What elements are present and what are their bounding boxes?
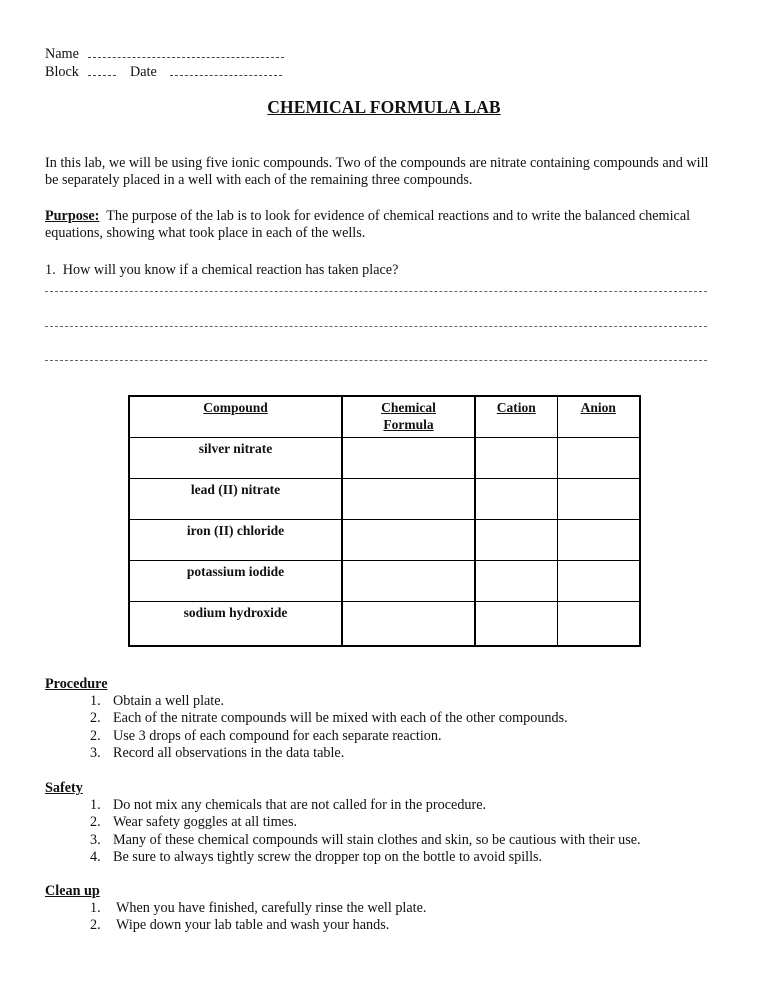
- compound-cell: lead (II) nitrate: [129, 479, 342, 520]
- procedure-item: 2. Use 3 drops of each compound for each separate reaction.: [90, 727, 442, 744]
- procedure-item: 3. Record all observations in the data table.: [90, 744, 345, 761]
- compound-cell: potassium iodide: [129, 561, 342, 602]
- procedure-list: [45, 693, 735, 762]
- cleanup-item: 2. Wipe down your lab table and wash your hands.: [90, 917, 390, 934]
- answer-line-2[interactable]: [45, 326, 707, 327]
- cation-cell[interactable]: [475, 602, 557, 647]
- safety-item: 3. Many of these chemical compounds will stain clothes and skin, so be cautious with their use.: [90, 831, 641, 848]
- safety-section: [45, 780, 735, 866]
- anion-cell[interactable]: [557, 602, 640, 647]
- formula-cell[interactable]: [342, 438, 475, 479]
- cation-cell[interactable]: [475, 561, 557, 602]
- header-cation: Cation: [475, 396, 557, 438]
- formula-cell[interactable]: [342, 561, 475, 602]
- date-label: Date: [129, 64, 157, 80]
- block-field[interactable]: [88, 64, 116, 76]
- purpose-text: The purpose of the lab is to look for evidence of chemical reactions and to write the balanced chemical equations, showing what took place in each of the wells.: [45, 208, 691, 241]
- safety-heading: Safety: [45, 780, 83, 796]
- table-row: [129, 561, 640, 602]
- cation-cell[interactable]: [475, 438, 557, 479]
- question-1: [45, 262, 715, 279]
- anion-cell[interactable]: [557, 479, 640, 520]
- anion-cell[interactable]: [557, 561, 640, 602]
- compound-data-table: [128, 395, 641, 647]
- anion-cell[interactable]: [557, 520, 640, 561]
- formula-cell[interactable]: [342, 479, 475, 520]
- table-row: [129, 602, 640, 647]
- cleanup-item: 1. When you have finished, carefully rinse the well plate.: [90, 900, 427, 916]
- question-number: 1.: [45, 262, 56, 278]
- header-anion: Anion: [557, 396, 640, 438]
- name-field[interactable]: [88, 46, 284, 58]
- safety-item: 2. Wear safety goggles at all times.: [90, 814, 298, 831]
- name-row: [45, 46, 284, 64]
- purpose-label: Purpose:: [45, 208, 100, 224]
- header-chemical-formula: Chemical Formula: [342, 396, 475, 438]
- block-date-row: [45, 64, 284, 82]
- answer-line-3[interactable]: [45, 360, 707, 361]
- cation-cell[interactable]: [475, 479, 557, 520]
- date-field[interactable]: [170, 64, 282, 76]
- block-label: Block: [45, 64, 79, 80]
- name-label: Name: [45, 46, 79, 62]
- student-info-fields: [45, 46, 284, 82]
- question-text: How will you know if a chemical reaction has taken place?: [62, 262, 399, 278]
- cleanup-heading: Clean up: [45, 883, 100, 899]
- safety-item: 1. Do not mix any chemicals that are not called for in the procedure.: [90, 797, 487, 813]
- page-title: CHEMICAL FORMULA LAB: [267, 97, 501, 117]
- answer-line-1[interactable]: [45, 291, 707, 292]
- table-row: [129, 438, 640, 479]
- compound-cell: sodium hydroxide: [129, 602, 342, 647]
- table-header-row: [129, 396, 640, 438]
- procedure-section: [45, 676, 735, 762]
- formula-cell[interactable]: [342, 520, 475, 561]
- anion-cell[interactable]: [557, 438, 640, 479]
- procedure-item: 2. Each of the nitrate compounds will be mixed with each of the other compounds.: [90, 710, 568, 727]
- cation-cell[interactable]: [475, 520, 557, 561]
- procedure-heading: Procedure: [45, 676, 108, 692]
- safety-list: [45, 797, 735, 866]
- intro-paragraph: In this lab, we will be using five ionic compounds. Two of the compounds are nitrate containing compounds and will be separately placed in a well with each of the remaining three compounds.: [45, 155, 709, 188]
- procedure-item: 1. Obtain a well plate.: [90, 693, 225, 709]
- cleanup-list: [45, 900, 735, 935]
- purpose-paragraph: [45, 208, 715, 242]
- compound-cell: silver nitrate: [129, 438, 342, 479]
- compound-cell: iron (II) chloride: [129, 520, 342, 561]
- cleanup-section: [45, 883, 735, 935]
- header-compound: Compound: [129, 396, 342, 438]
- formula-cell[interactable]: [342, 602, 475, 647]
- safety-item: 4. Be sure to always tightly screw the dropper top on the bottle to avoid spills.: [90, 848, 543, 865]
- table-row: [129, 479, 640, 520]
- table-row: [129, 520, 640, 561]
